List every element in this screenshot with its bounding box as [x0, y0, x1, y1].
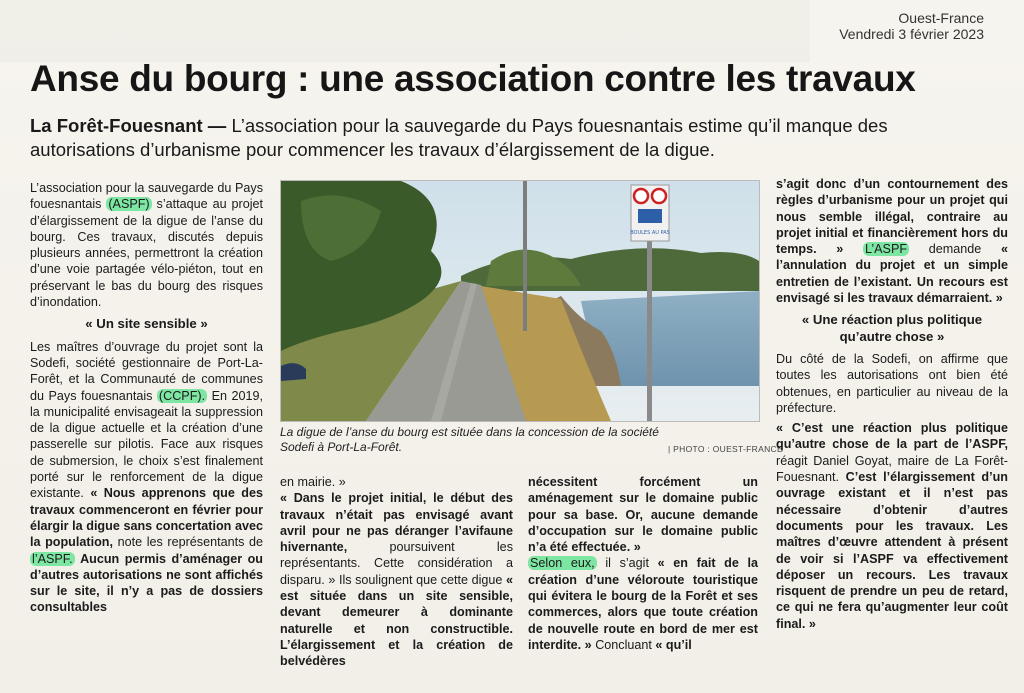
col1-text: L’association pour la sauvegarde du Pays fouesnantais [30, 181, 263, 212]
col2-paragraph-0: en mairie. » [280, 475, 346, 489]
col1-text: note les représentants de [117, 535, 264, 550]
col4-text: réagit Daniel Goyat, maire de La Forêt-Fouesnant. [776, 453, 1008, 485]
subhead-site-sensible: « Un site sensible » [85, 316, 208, 332]
photo-digue [280, 180, 760, 422]
column-4 [776, 176, 1008, 632]
col1-paragraph-2 [30, 339, 263, 616]
col1-text: s’attaque au projet d’élargissement de la digue de l’anse du bourg. Ces travaux, discutés depuis plusieurs années, permettront la création d’une voie partagée vélo-piéton, tout en préservant le bas du bourg des risques d’inondation. [30, 197, 264, 310]
highlight-aspf: L’ASPF [865, 242, 908, 257]
column-1 [30, 180, 263, 616]
photo-caption: La digue de l’anse du bourg est située dans la concession de la société Sodefi à Port-La-Forêt. [280, 425, 659, 454]
col4-text: demande [928, 242, 982, 257]
col4-quote: « C’est une réaction plus politique qu’autre chose de la part de l’ASPF, [776, 421, 1008, 452]
col4-quote: « l’annulation du projet et un simple entretien de l’existant. Un recours est envisagé si les travaux démarraient. » [776, 242, 1008, 306]
photo-illustration [281, 181, 759, 421]
col2-quote: « Dans le projet initial, le début des travaux n’était pas envisagé avant avril pour ne pas déranger l’avifaune hivernante, [280, 491, 513, 555]
col1-quote: Aucun permis d’aménager ou d’autres autorisations ne sont affichés sur le site, il n’y a pas de dossiers consultables [30, 551, 263, 615]
col2-text: poursuivent les représentants. Cette considération a disparu. » Ils soulignent que cette digue [280, 540, 513, 587]
col4-quote: s’agit donc d’un contournement des règles d’urbanisme pour un projet qui nous semble illégal, contraire au projet initial et financièrement hors du temps. » [776, 177, 1008, 257]
col1-text: Les maîtres d’ouvrage du projet sont la Sodefi, société gestionnaire de Port-La-Forêt, et la Communauté de communes du Pays fouesnantais [30, 339, 263, 403]
source-info [839, 10, 984, 42]
col4-paragraph-2 [776, 420, 1008, 632]
col3-paragraph-0 [528, 474, 758, 555]
headline: Anse du bourg : une association contre les travaux [30, 58, 916, 99]
lede-text: L’association pour la sauvegarde du Pays fouesnantais estime qu’il manque des autorisations d’urbanisme pour commencer les travaux d’élargissement de la digue. [30, 115, 888, 160]
lede-place: La Forêt-Fouesnant — [30, 115, 227, 136]
col3-quote: « qu’il [655, 637, 692, 652]
sign-text: BOULES AU PAS [630, 230, 670, 236]
col2-quote: « est située dans un site sensible, devant demeurer à dominante naturelle et non constructible. L’élargissement et la création de belvédères [280, 572, 513, 669]
col3-quote: nécessitent forcément un aménagement sur le domaine public pour sa base. Or, aucune demande d’occupation sur le domaine public n’a été effectuée. » [528, 475, 758, 555]
previous-article-bleed [0, 0, 810, 62]
col4-paragraph-1: Du côté de la Sodefi, on affirme que toutes les autorisations ont bien été obtenues, en particulier au niveau de la préfecture. [776, 351, 1008, 415]
highlight-ccpf: (CCPF). [158, 388, 206, 403]
col4-paragraph-0 [776, 176, 1008, 306]
lede [30, 114, 980, 162]
col3-text: Concluant [595, 637, 652, 652]
highlight-aspf: (ASPF) [108, 197, 150, 212]
subhead-reaction-politique: « Une réaction plus politique qu’autre chose » [801, 312, 983, 344]
newspaper-name: Ouest-France [898, 10, 984, 26]
col1-text: En 2019, la municipalité envisageait la suppression de la digue actuelle et la création d’une passerelle sur pilotis. Face aux risques de submersion, le choix s’est finalement porté sur le renforcement de la digue existante. [30, 388, 264, 501]
highlight-selon-eux: Selon eux, [530, 556, 595, 571]
col1-paragraph-1 [30, 180, 263, 310]
column-3 [528, 474, 758, 653]
column-2 [280, 474, 513, 670]
col2-paragraph-1 [280, 490, 513, 669]
col3-quote: « en fait de la création d’une véloroute touristique qui évitera le bourg de la Forêt et ses commerces, alors que toute création de nouvelle route en bord de mer est interdite. » [528, 556, 759, 652]
photo-credit: | PHOTO : OUEST-FRANCE [668, 444, 783, 454]
highlight-aspf: l’ASPF. [32, 551, 73, 566]
col4-quote: C’est l’élargissement d’un ouvrage existant et il n’est pas nécessaire d’obtenir d’autres documents pour les travaux. Les maîtres d’œuvre attendent à présent de voir si l’ASPF va effectivement déposer un recours. Les travaux risquent de prendre un peu de retard, ce qui ne fera qu’augmenter leur coût final. » [776, 470, 1008, 631]
col1-quote: « Nous apprenons que des travaux commenceront en février pour élargir la digue sans concertation avec la population, [30, 486, 264, 550]
col3-paragraph-1 [528, 555, 758, 653]
publication-date: Vendredi 3 février 2023 [839, 26, 984, 42]
col3-text: il s’agit [605, 556, 649, 571]
